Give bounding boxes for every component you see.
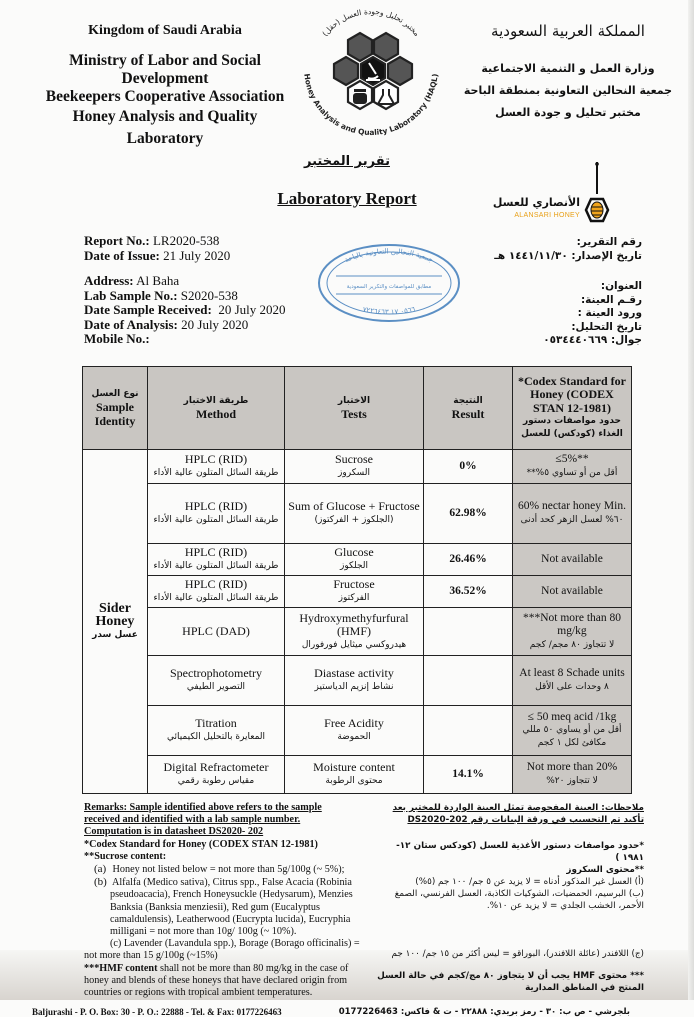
method-cell: HPLC (RID) طريقة السائل المتلون عالية الأداء [148, 484, 285, 544]
method-cell: Digital Refractometer مقياس رطوبة رقمي [148, 756, 285, 794]
report-no-row [84, 234, 312, 249]
report-no-label-ar: رقم التقرير: [576, 236, 642, 248]
analysis-value: 20 July 2020 [181, 316, 249, 332]
codex-standard-cell: ≤5%** أقل من أو تساوي ٥%** [513, 450, 632, 484]
issue-date-label: Date of Issue: [84, 247, 160, 263]
table-row [83, 576, 632, 608]
lab-name-en-line-1: Honey Analysis and Quality [72, 108, 258, 125]
lab-honeycomb-logo [296, 6, 446, 146]
issue-date-row-ar [468, 250, 642, 264]
lab-sample-label-ar: رقـم العينة: [580, 293, 642, 306]
codex-note-en: *Codex Standard for Honey (CODEX STAN 12-1981) [84, 838, 318, 850]
table-row [83, 706, 632, 756]
test-cell: Hydroxymethyfurfural (HMF) هيدروكسي ميثايل فورفورال [285, 608, 424, 656]
analysis-row [84, 318, 312, 333]
stamp-text-middle: مطابق للمواصفات والتكرير السعودية [346, 284, 432, 290]
test-cell: Glucose الجلكوز [285, 544, 424, 576]
result-cell: 26.46% [424, 544, 513, 576]
kingdom-ar: المملكة العربية السعودية [491, 22, 645, 40]
remarks-english [84, 802, 360, 999]
kingdom-en: Kingdom of Saudi Arabia [88, 23, 242, 38]
table-row [83, 756, 632, 794]
received-row [84, 303, 312, 318]
brand-name-en: ALANSARI HONEY [514, 212, 580, 219]
header-result: النتيجة Result [424, 367, 513, 450]
codex-standard-cell: Not more than 20% لا تتجاوز ٢٠% [513, 756, 632, 794]
codex-standard-cell: Not available [513, 544, 632, 576]
test-cell: Free Acidity الحموضة [285, 706, 424, 756]
footer-address-en: Baljurashi - P. O. Box: 30 - P. O.: 22888 - Tel. & Fax: 0177226463 [32, 1007, 282, 1017]
honey-jar-icon [353, 89, 367, 104]
hex-cell [348, 33, 372, 61]
codex-standard-cell: ***Not more than 80 mg/kg لا تتجاوز ٨٠ مجم/ كجم [513, 608, 632, 656]
method-cell: Spectrophotometry التصوير الطيفي [148, 656, 285, 706]
header-codex-standard: *Codex Standard for Honey (CODEX STAN 12-1981) حدود مواصفات دستور الغذاء (كودكس) للعسل [513, 367, 632, 450]
test-cell: Fructose الفركتوز [285, 576, 424, 608]
method-cell: Titration المعايرة بالتحليل الكيميائي [148, 706, 285, 756]
table-row [83, 656, 632, 706]
sucrose-item-a-ar: (أ) العسل غير المذكور أدناه = لا يزيد عن ٥ جم/ ١٠٠ جم (٥%) [415, 877, 644, 887]
codex-standard-cell: ≤ 50 meq acid /1kg أقل من أو يساوي ٥٠ مللي مكافئ لكل ١ كجم [513, 706, 632, 756]
sucrose-item-a: (a) Honey not listed below = not more than 5g/100g (~ 5%); [94, 863, 345, 876]
header-tests: الاختبار Tests [285, 367, 424, 450]
report-info-en [84, 234, 312, 347]
test-cell: Sum of Glucose + Fructose (الجلكوز + الفركتوز) [285, 484, 424, 544]
lab-sample-row [84, 289, 312, 304]
remarks-note-ar: ملاحظات: العينة المفحوصة تمثل العينة الواردة للمختبر بعد تأكيد تم التحسيب في ورقة البيانات رقم DS2020-202 [392, 803, 644, 825]
report-title-en: Laboratory Report [277, 189, 417, 208]
lab-sample-label: Lab Sample No.: [84, 287, 178, 303]
stamp-text-bottom: ٠٥٦٦ ١٧ ٧٢٢٦٤٦٣ [361, 305, 417, 317]
test-cell: Diastase activity نشاط إنزيم الدياستيز [285, 656, 424, 706]
header-method: طريقة الاختبار Method [148, 367, 285, 450]
ministry-ar: وزارة العمل و التنمية الاجتماعية [481, 62, 655, 75]
hmf-note-ar: *** محتوى HMF يجب أن لا يتجاوز ٨٠ مج/كجم في حالة العسل المنتج في المناطق المدارية [377, 971, 644, 993]
mobile-row [84, 332, 312, 347]
result-cell: 0% [424, 450, 513, 484]
hex-cell [334, 57, 358, 85]
hex-cell [388, 57, 412, 85]
ministry-en-line-1: Ministry of Labor and Social [69, 52, 261, 69]
header-sample-identity: نوع العسل Sample Identity [83, 367, 148, 450]
lab-name-en-line-2: Laboratory [126, 130, 204, 147]
received-label: Date Sample Received: [84, 302, 212, 317]
result-cell: 62.98% [424, 484, 513, 544]
test-cell: Sucrose السكروز [285, 450, 424, 484]
association-stamp [316, 242, 462, 324]
table-row [83, 450, 632, 484]
analysis-label-ar: تاريخ التحليل: [571, 320, 642, 333]
mobile-label-ar: جوال: [610, 334, 642, 346]
result-cell [424, 706, 513, 756]
sucrose-title-ar: **محتوى السكروز [566, 865, 644, 875]
test-cell: Moisture content محتوى الرطوبة [285, 756, 424, 794]
report-no-value: LR2020-538 [152, 233, 220, 248]
result-cell [424, 608, 513, 656]
mobile-row-ar [468, 334, 642, 348]
stamp-text-top: جمعية النحالين التعاونية بالباحة [343, 247, 435, 265]
ministry-en-line-2: Development [121, 70, 209, 87]
method-cell: HPLC (RID) طريقة السائل المتلون عالية الأداء [148, 576, 285, 608]
codex-standard-cell: Not available [513, 576, 632, 608]
report-no-label: Report No.: [84, 233, 150, 248]
table-header-row [83, 367, 632, 450]
mobile-label: Mobile No.: [84, 331, 150, 346]
result-cell: 14.1% [424, 756, 513, 794]
mobile-value-ar: ٠٥٣٤٤٤٠٦٦٩ [543, 334, 608, 346]
address-label-ar: العنوان: [600, 280, 642, 292]
remarks-note-en: Remarks: Sample identified above refers to the sample received and identified with a lab sample number. Computation is in datasheet DS2020- 202 [84, 802, 322, 838]
svg-text:٠٥٦٦ ١٧ ٧٢٢٦٤٦٣ [362, 305, 416, 316]
results-table [82, 366, 632, 794]
lab-name-ar: مختبر تحليل و جودة العسل [495, 106, 641, 119]
footer-address-ar: بلجرشي - ص ب: ٣٠ - رمز بريدي: ٢٢٨٨٨ - ت & فاكس: 0177226463 [338, 1007, 630, 1017]
association-ar: جمعية النحالين التعاونية بمنطقة الباحة [463, 84, 673, 97]
result-cell: 36.52% [424, 576, 513, 608]
association-en: Beekeepers Cooperative Association [45, 88, 285, 105]
result-cell [424, 656, 513, 706]
table-row [83, 608, 632, 656]
issue-date-row [84, 249, 312, 264]
header-arabic [454, 22, 682, 124]
table-row [83, 544, 632, 576]
remarks-arabic [372, 802, 644, 994]
codex-standard-cell: 60% nectar honey Min. ٦٠% لعسل الزهر كحد أدنى [513, 484, 632, 544]
report-info-ar [468, 236, 642, 348]
sucrose-item-b: (b) Alfalfa (Medico sativa), Citrus spp., False Acacia (Robinia pseudoacacia), French Honeysuckle (Hedysarum), Menzies Banksia (Banksia menziesii), Red gum (Eucalyptus camaldulensis), Leatherwood (Eucrypta lucida), Eucryphia milligani = not more than 10g/ 100g (~ 10%). [94, 876, 353, 938]
method-cell: HPLC (RID) طريقة السائل المتلون عالية الأداء [148, 450, 285, 484]
header-english [40, 22, 290, 148]
table-row [83, 484, 632, 544]
sucrose-item-c: (c) Lavender (Lavandula spp.), Borage (Borago officinalis) = not more than 15 g/100g (~15%) [84, 938, 360, 962]
issue-date-value-ar: ١٤٤١/١١/٣٠ هـ [494, 249, 568, 262]
sucrose-item-b-ar: (ب) البرسيم، الحمضيات، الشوكيات الكاذبة، العسل الفرنسي، الصمغ الأحمر، الخشب الجلدي = لا يزيد عن ١٠%. [394, 889, 644, 911]
received-value: 20 July 2020 [218, 302, 286, 317]
issue-date-label-ar: تاريخ الإصدار: [571, 249, 642, 262]
logo-ring-text-ar: مختبر تحليل وجودة العسل (حقل) [320, 7, 422, 38]
analysis-label: Date of Analysis: [84, 316, 178, 332]
brand-name-ar: الأنصاري للعسل [492, 196, 580, 209]
method-cell: HPLC (DAD) [148, 608, 285, 656]
sucrose-title-en: **Sucrose content: [84, 850, 167, 862]
method-cell: HPLC (RID) طريقة السائل المتلون عالية الأداء [148, 544, 285, 576]
alansari-honey-logo [584, 160, 610, 226]
hex-cell [374, 33, 398, 61]
sample-identity-cell: Sider Honey عسل سدر [83, 450, 148, 794]
address-value: Al Baha [136, 273, 180, 288]
svg-text:مختبر تحليل وجودة العسل (حقل) [320, 7, 421, 38]
address-label: Address: [84, 273, 134, 288]
issue-date-value: 21 July 2020 [163, 247, 231, 263]
page-edge [688, 0, 694, 1000]
received-label-ar: ورود العينة : [577, 307, 642, 319]
lab-sample-value: S2020-538 [180, 287, 238, 303]
codex-standard-cell: At least 8 Schade units ٨ وحدات على الأقل [513, 656, 632, 706]
logo-ring-text-en: Honey Analysis and Quality Laboratory (HAQL) [302, 73, 440, 138]
hmf-note-en: ***HMF content shall not be more than 80 mg/kg in the case of honey and blends of these honeys that have declared origin from countries or regions with tropical ambient temperatures. [84, 962, 349, 999]
codex-note-ar: *حدود مواصفات دستور الأغذية للعسل (كودكس ستان ١٢- ١٩٨١ ) [396, 841, 644, 863]
report-title-ar: تقرير المختبر [304, 154, 390, 169]
sucrose-item-c-ar: (ج) اللافندر (عائلة اللافندر)، البوراقو = ليس أكثر من ١٥ جم/ ١٠٠ جم [391, 949, 644, 959]
address-row [84, 274, 312, 289]
